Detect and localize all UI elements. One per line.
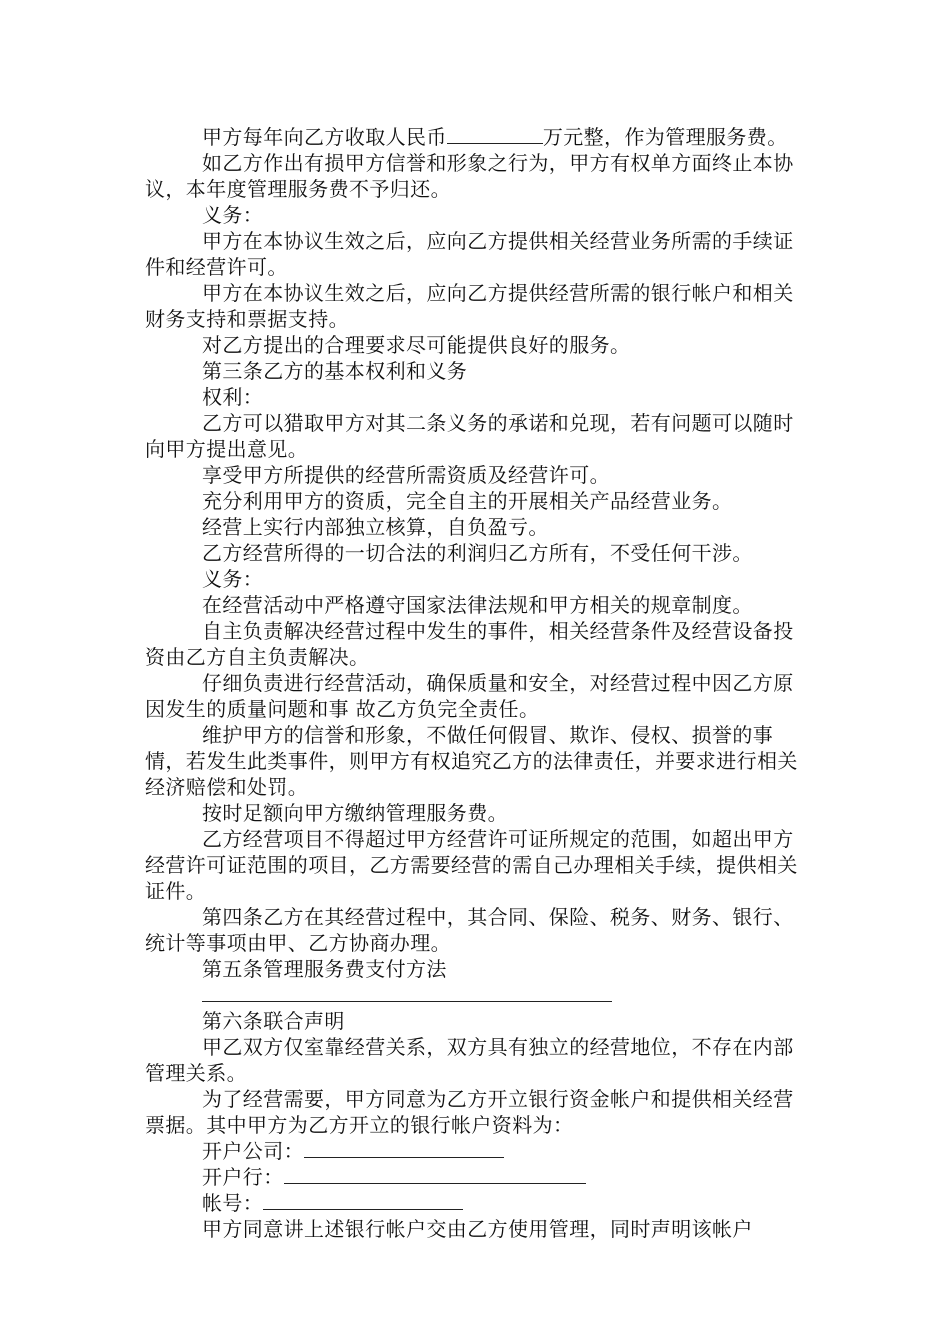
heading-article-3: 第三条乙方的基本权利和义务 xyxy=(202,359,468,383)
bank-blank xyxy=(284,1165,586,1184)
field-account-number: 帐号： xyxy=(145,1190,810,1216)
paragraph-fee-amount: 甲方每年向乙方收取人民币 万元整，作为管理服务费。 xyxy=(202,125,788,149)
paragraph-pay-fees: 按时足额向甲方缴纳管理服务费。 xyxy=(202,801,508,825)
amount-blank xyxy=(447,125,543,144)
payment-method-blank xyxy=(202,982,612,1002)
paragraph-compliance: 在经营活动中严格遵守国家法律法规和甲方相关的规章制度。 xyxy=(202,593,753,617)
paragraph-good-service: 对乙方提出的合理要求尽可能提供良好的服务。 xyxy=(202,333,631,357)
paragraph-independent-relationship: 甲乙双方仅室靠经营关系，双方具有独立的经营地位，不存在内部管理关系。 xyxy=(145,1035,794,1085)
heading-party-b-obligations: 义务： xyxy=(202,567,264,591)
paragraph-bank-account-support: 甲方在本协议生效之后，应向乙方提供经营所需的银行帐户和相关财务支持和票据支持。 xyxy=(145,281,794,331)
paragraph-licenses: 甲方在本协议生效之后，应向乙方提供相关经营业务所需的手续证件和经营许可。 xyxy=(145,229,794,279)
heading-party-a-obligations: 义务： xyxy=(202,203,264,227)
paragraph-accounting: 经营上实行内部独立核算，自负盈亏。 xyxy=(202,515,549,539)
heading-article-5: 第五条管理服务费支付方法 xyxy=(202,957,447,981)
paragraph-bank-account-info: 为了经营需要，甲方同意为乙方开立银行资金帐户和提供相关经营票据。其中甲方为乙方开立的银行帐户资料为： xyxy=(145,1087,794,1137)
heading-party-b-rights: 权利： xyxy=(202,385,264,409)
contract-body xyxy=(145,124,810,1242)
paragraph-account-handover: 甲方同意讲上述银行帐户交由乙方使用管理，同时声明该帐户 xyxy=(202,1217,753,1241)
paragraph-quality-safety: 仔细负责进行经营活动，确保质量和安全，对经营过程中因乙方原因发生的质量问题和事 故乙方负完全责任。 xyxy=(145,671,794,721)
paragraph-termination: 如乙方作出有损甲方信誉和形象之行为，甲方有权单方面终止本协议，本年度管理服务费不予归还。 xyxy=(145,151,794,201)
paragraph-reputation: 维护甲方的信誉和形象，不做任何假冒、欺诈、侵权、损誉的事情，若发生此类事件，则甲方有权追究乙方的法律责任，并要求进行相关经济赔偿和处罚。 xyxy=(145,723,798,799)
paragraph-profits: 乙方经营所得的一切合法的利润归乙方所有，不受任何干涉。 xyxy=(202,541,753,565)
paragraph-commitment: 乙方可以猎取甲方对其二条义务的承诺和兑现，若有问题可以随时向甲方提出意见。 xyxy=(145,411,794,461)
paragraph-self-resolution: 自主负责解决经营过程中发生的事件，相关经营条件及经营设备投资由乙方自主负责解决。 xyxy=(145,619,794,669)
field-bank: 开户行： xyxy=(145,1164,810,1190)
field-account-company: 开户公司： xyxy=(145,1138,810,1164)
heading-article-4: 第四条乙方在其经营过程中，其合同、保险、税务、财务、银行、统计等事项由甲、乙方协商办理。 xyxy=(145,905,794,955)
heading-article-6: 第六条联合声明 xyxy=(202,1009,345,1033)
account-company-blank xyxy=(304,1139,504,1158)
paragraph-business-scope: 乙方经营项目不得超过甲方经营许可证所规定的范围，如超出甲方经营许可证范围的项目，乙方需要经营的需自己办理相关手续，提供相关证件。 xyxy=(145,827,798,903)
account-number-blank xyxy=(263,1191,463,1210)
paragraph-independent-business: 充分利用甲方的资质，完全自主的开展相关产品经营业务。 xyxy=(202,489,733,513)
paragraph-qualifications: 享受甲方所提供的经营所需资质及经营许可。 xyxy=(202,463,610,487)
